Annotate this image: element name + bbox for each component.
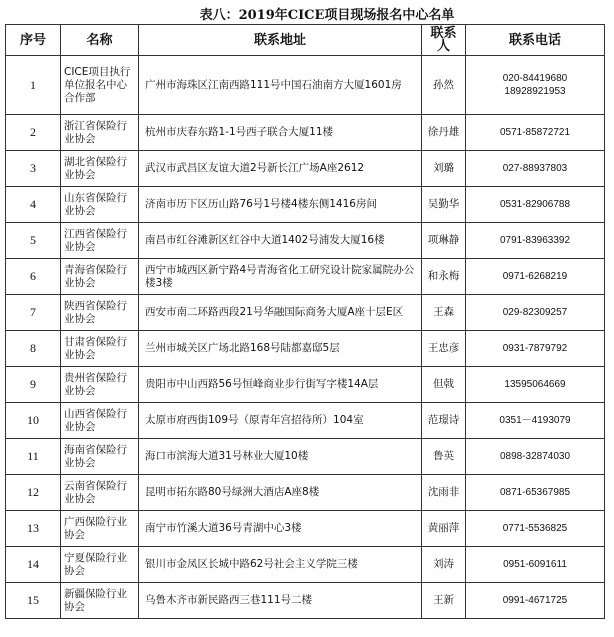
row-number: 15 xyxy=(6,583,61,619)
contact-phone: 020-84419680 xyxy=(502,73,568,84)
row-number: 11 xyxy=(6,439,61,475)
header-name: 名称 xyxy=(61,25,139,56)
header-no: 序号 xyxy=(6,25,61,56)
table-row xyxy=(6,547,605,583)
org-address: 海口市滨海大道31号林业大厦10楼 xyxy=(139,439,422,475)
contact-person: 刘涛 xyxy=(422,547,466,583)
contact-phone-cell xyxy=(466,475,605,511)
registration-center-table xyxy=(5,24,605,619)
table-row xyxy=(6,331,605,367)
table-header-row xyxy=(6,25,605,56)
org-address: 西宁市城西区新宁路4号青海省化工研究设计院家属院办公楼3楼 xyxy=(139,259,422,295)
header-address: 联系地址 xyxy=(139,25,422,56)
contact-phone: 0991-4671725 xyxy=(502,595,568,606)
row-number: 1 xyxy=(6,56,61,115)
row-number: 14 xyxy=(6,547,61,583)
row-number: 4 xyxy=(6,187,61,223)
contact-person: 范璟诗 xyxy=(422,403,466,439)
contact-person: 徐丹雄 xyxy=(422,115,466,151)
contact-person: 沈雨非 xyxy=(422,475,466,511)
contact-phone-cell xyxy=(466,511,605,547)
contact-person: 王新 xyxy=(422,583,466,619)
contact-phone: 027-88937803 xyxy=(502,163,568,174)
header-phone: 联系电话 xyxy=(466,25,605,56)
contact-phone-cell xyxy=(466,187,605,223)
contact-person: 但戟 xyxy=(422,367,466,403)
contact-phone-cell xyxy=(466,439,605,475)
contact-person: 孙然 xyxy=(422,56,466,115)
org-address: 贵阳市中山西路56号恒峰商业步行街写字楼14A层 xyxy=(139,367,422,403)
org-address: 济南市历下区历山路76号1号楼4楼东侧1416房间 xyxy=(139,187,422,223)
contact-phone: 0871-65367985 xyxy=(499,487,571,498)
contact-phone: 0571-85872721 xyxy=(499,127,571,138)
contact-phone: 0971-6268219 xyxy=(502,271,568,282)
row-number: 7 xyxy=(6,295,61,331)
org-address: 武汉市武昌区友谊大道2号新长江广场A座2612 xyxy=(139,151,422,187)
row-number: 2 xyxy=(6,115,61,151)
contact-phone-cell xyxy=(466,115,605,151)
org-address: 乌鲁木齐市新民路西三巷111号二楼 xyxy=(139,583,422,619)
contact-phone-cell xyxy=(466,403,605,439)
contact-phone-cell xyxy=(466,259,605,295)
contact-phone-cell xyxy=(466,151,605,187)
org-address: 太原市府西街109号（原青年宫招待所）104室 xyxy=(139,403,422,439)
table-row xyxy=(6,223,605,259)
row-number: 13 xyxy=(6,511,61,547)
org-name: 浙江省保险行业协会 xyxy=(61,115,139,151)
row-number: 3 xyxy=(6,151,61,187)
org-name: 山西省保险行业协会 xyxy=(61,403,139,439)
contact-phone-secondary: 18928921953 xyxy=(504,86,566,97)
contact-phone-cell xyxy=(466,56,605,115)
org-name: 海南省保险行业协会 xyxy=(61,439,139,475)
contact-person: 吴勤华 xyxy=(422,187,466,223)
org-address: 兰州市城关区广场北路168号陆都嘉邸5层 xyxy=(139,331,422,367)
contact-phone: 0951-6091611 xyxy=(503,559,567,570)
table-row xyxy=(6,151,605,187)
contact-phone: 0771-5536825 xyxy=(502,523,568,534)
org-address: 银川市金凤区长城中路62号社会主义学院三楼 xyxy=(139,547,422,583)
contact-phone-cell xyxy=(466,295,605,331)
row-number: 5 xyxy=(6,223,61,259)
org-name: 湖北省保险行业协会 xyxy=(61,151,139,187)
org-name: CICE项目执行单位报名中心合作部 xyxy=(61,56,139,115)
org-name: 新疆保险行业协会 xyxy=(61,583,139,619)
contact-person: 项琳静 xyxy=(422,223,466,259)
table-row xyxy=(6,56,605,115)
contact-phone: 0898-32874030 xyxy=(499,451,571,462)
contact-phone-cell xyxy=(466,583,605,619)
org-name: 青海省保险行业协会 xyxy=(61,259,139,295)
contact-phone: 029-82309257 xyxy=(502,307,568,318)
contact-person: 鲁英 xyxy=(422,439,466,475)
org-address: 杭州市庆春东路1-1号西子联合大厦11楼 xyxy=(139,115,422,151)
row-number: 6 xyxy=(6,259,61,295)
contact-phone-cell xyxy=(466,547,605,583)
contact-phone-cell xyxy=(466,331,605,367)
org-name: 山东省保险行业协会 xyxy=(61,187,139,223)
contact-phone: 0931-7879792 xyxy=(502,343,568,354)
org-name: 陕西省保险行业协会 xyxy=(61,295,139,331)
org-address: 广州市海珠区江南西路111号中国石油南方大厦1601房 xyxy=(139,56,422,115)
contact-phone: 0791-83963392 xyxy=(499,235,571,246)
table-row xyxy=(6,439,605,475)
contact-person: 王森 xyxy=(422,295,466,331)
contact-phone: 0531-82906788 xyxy=(499,199,571,210)
contact-person: 和永梅 xyxy=(422,259,466,295)
contact-person: 黄丽萍 xyxy=(422,511,466,547)
org-address: 南宁市竹溪大道36号青湖中心3楼 xyxy=(139,511,422,547)
table-body xyxy=(6,56,605,619)
table-row xyxy=(6,475,605,511)
org-address: 南昌市红谷滩新区红谷中大道1402号浦发大厦16楼 xyxy=(139,223,422,259)
row-number: 10 xyxy=(6,403,61,439)
header-contact: 联系人 xyxy=(422,25,466,56)
row-number: 8 xyxy=(6,331,61,367)
row-number: 12 xyxy=(6,475,61,511)
org-address: 昆明市拓东路80号绿洲大酒店A座8楼 xyxy=(139,475,422,511)
table-row xyxy=(6,511,605,547)
contact-phone-cell xyxy=(466,223,605,259)
org-name: 云南省保险行业协会 xyxy=(61,475,139,511)
contact-phone-cell xyxy=(466,367,605,403)
contact-phone: 0351－4193079 xyxy=(499,415,571,426)
org-name: 广西保险行业协会 xyxy=(61,511,139,547)
org-name: 甘肃省保险行业协会 xyxy=(61,331,139,367)
table-row xyxy=(6,295,605,331)
table-row xyxy=(6,367,605,403)
table-row xyxy=(6,403,605,439)
org-name: 江西省保险行业协会 xyxy=(61,223,139,259)
page-title: 表八：2019年CICE项目现场报名中心名单 xyxy=(199,8,455,23)
table-row xyxy=(6,115,605,151)
contact-phone: 13595064669 xyxy=(504,379,566,390)
table-row xyxy=(6,259,605,295)
row-number: 9 xyxy=(6,367,61,403)
org-name: 宁夏保险行业协会 xyxy=(61,547,139,583)
org-name: 贵州省保险行业协会 xyxy=(61,367,139,403)
table-row xyxy=(6,583,605,619)
contact-person: 刘璐 xyxy=(422,151,466,187)
contact-person: 王忠彦 xyxy=(422,331,466,367)
org-address: 西安市南二环路西段21号华融国际商务大厦A座十层E区 xyxy=(139,295,422,331)
table-row xyxy=(6,187,605,223)
